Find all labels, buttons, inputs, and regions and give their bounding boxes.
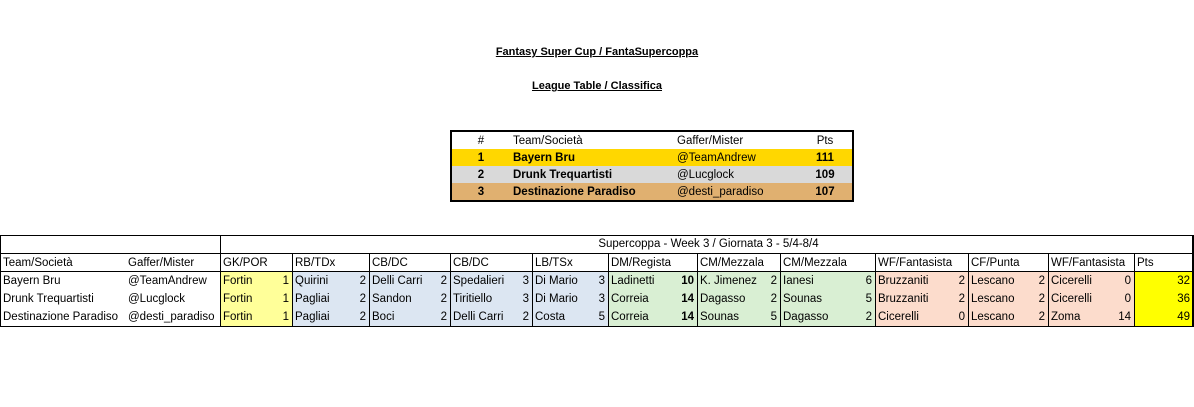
rank-cell: 3	[451, 183, 510, 201]
column-header: CF/Punta	[971, 257, 1020, 269]
player-score: 5	[770, 311, 777, 323]
player-name: Di Mario	[535, 275, 578, 287]
team-name: Destinazione Paradiso	[3, 311, 119, 323]
player-name: K. Jimenez	[700, 275, 757, 287]
league-row	[451, 166, 853, 183]
player-name: Fortin	[223, 293, 253, 305]
player-score: 2	[1038, 275, 1045, 287]
player-name: Correia	[611, 293, 649, 305]
player-score: 2	[770, 293, 777, 305]
player-name: Bruzzaniti	[878, 275, 929, 287]
team-score-row	[0, 290, 1194, 308]
player-score: 2	[1038, 311, 1045, 323]
column-header: CM/Mezzala	[783, 257, 847, 269]
gaffer-cell: @TeamAndrew	[674, 149, 798, 166]
page-title: Fantasy Super Cup / FantaSupercoppa	[495, 46, 699, 58]
player-name: Zoma	[1051, 311, 1081, 323]
player-score: 3	[598, 293, 605, 305]
player-score: 1	[282, 293, 289, 305]
player-score: 0	[1124, 293, 1131, 305]
player-score: 2	[958, 293, 965, 305]
player-name: Di Mario	[535, 293, 578, 305]
column-header: Pts	[1137, 257, 1154, 269]
player-name: Costa	[535, 311, 566, 323]
league-header-row	[451, 131, 853, 149]
points-cell: 111	[798, 149, 853, 166]
team-cell: Drunk Trequartisti	[510, 166, 674, 183]
team-cell: Bayern Bru	[510, 149, 674, 166]
points-header: Pts	[816, 134, 834, 147]
grid-line	[780, 253, 781, 326]
player-name: Bruzzaniti	[878, 293, 929, 305]
grid-line	[608, 253, 609, 326]
player-score: 0	[958, 311, 965, 323]
rank-cell: 1	[451, 149, 510, 166]
gaffer-cell: @Lucglock	[674, 166, 798, 183]
column-header: DM/Regista	[611, 257, 672, 269]
team-points: 49	[1177, 311, 1190, 323]
grid-line	[220, 235, 221, 326]
rank-cell: 2	[451, 166, 510, 183]
league-row	[451, 149, 853, 166]
grid-line	[0, 271, 1194, 272]
player-score: 2	[440, 293, 447, 305]
week-banner: Supercoppa - Week 3 / Giornata 3 - 5/4-8/4	[598, 238, 819, 250]
gaffer-header: Gaffer/Mister	[677, 134, 744, 147]
team-name: Bayern Bru	[3, 275, 61, 287]
grid-line	[0, 235, 1, 326]
column-header: GK/POR	[223, 257, 268, 269]
player-score: 2	[865, 311, 872, 323]
grid-line	[1134, 253, 1135, 326]
league-row	[451, 183, 853, 201]
grid-line	[292, 253, 293, 326]
player-name: Pagliai	[295, 293, 330, 305]
grid-line	[1048, 253, 1049, 326]
player-score: 14	[681, 293, 694, 305]
player-score: 2	[770, 275, 777, 287]
column-header: Gaffer/Mister	[128, 257, 195, 269]
player-score: 3	[522, 293, 529, 305]
gaffer-name: @Lucglock	[128, 293, 186, 305]
player-name: Ladinetti	[611, 275, 655, 287]
league-table	[450, 130, 854, 202]
player-name: Lescano	[971, 275, 1015, 287]
player-name: Boci	[372, 311, 395, 323]
grid-line	[450, 253, 451, 326]
player-name: Quirini	[295, 275, 329, 287]
player-name: Cicerelli	[1051, 275, 1092, 287]
column-header: CB/DC	[372, 257, 408, 269]
player-score: 3	[522, 275, 529, 287]
column-header: CB/DC	[453, 257, 489, 269]
player-score: 5	[865, 293, 872, 305]
player-score: 5	[598, 311, 605, 323]
player-name: Cicerelli	[1051, 293, 1092, 305]
player-name: Delli Carri	[372, 275, 423, 287]
player-name: Fortin	[223, 311, 253, 323]
grid-line	[369, 253, 370, 326]
grid-line	[0, 326, 1194, 327]
player-name: Ianesi	[783, 275, 814, 287]
player-name: Sounas	[700, 311, 740, 323]
player-name: Dagasso	[783, 311, 829, 323]
player-name: Lescano	[971, 311, 1015, 323]
player-score: 10	[681, 275, 694, 287]
team-points: 36	[1177, 293, 1190, 305]
player-score: 2	[522, 311, 529, 323]
grid-line	[875, 253, 876, 326]
team-points: 32	[1177, 275, 1190, 287]
column-header: CM/Mezzala	[700, 257, 764, 269]
column-header: WF/Fantasista	[878, 257, 953, 269]
team-score-row	[0, 308, 1194, 326]
grid-line	[0, 253, 1194, 254]
player-name: Dagasso	[700, 293, 746, 305]
player-score: 1	[282, 275, 289, 287]
player-score: 1	[282, 311, 289, 323]
column-header: RB/TDx	[295, 257, 336, 269]
player-score: 2	[440, 311, 447, 323]
player-name: Spedalieri	[453, 275, 505, 287]
player-name: Fortin	[223, 275, 253, 287]
player-score: 14	[1118, 311, 1131, 323]
gaffer-name: @TeamAndrew	[128, 275, 207, 287]
column-header: WF/Fantasista	[1051, 257, 1126, 269]
grid-line	[0, 235, 1194, 236]
rank-header: #	[477, 134, 485, 147]
grid-line	[532, 253, 533, 326]
player-score: 2	[359, 275, 366, 287]
player-name: Lescano	[971, 293, 1015, 305]
gaffer-name: @desti_paradiso	[128, 311, 215, 323]
player-name: Sounas	[783, 293, 823, 305]
points-cell: 109	[798, 166, 853, 183]
player-name: Correia	[611, 311, 649, 323]
player-score: 3	[598, 275, 605, 287]
player-name: Pagliai	[295, 311, 330, 323]
player-score: 2	[440, 275, 447, 287]
player-score: 2	[359, 311, 366, 323]
player-score: 0	[1124, 275, 1131, 287]
player-score: 2	[359, 293, 366, 305]
column-header: Team/Società	[3, 257, 73, 269]
league-table-title: League Table / Classifica	[531, 80, 662, 92]
player-score: 2	[1038, 293, 1045, 305]
points-cell: 107	[798, 183, 853, 201]
player-score: 2	[958, 275, 965, 287]
player-score: 6	[865, 275, 872, 287]
player-name: Sandon	[372, 293, 412, 305]
gaffer-cell: @desti_paradiso	[674, 183, 798, 201]
team-header: Team/Società	[513, 134, 583, 147]
week-header-row	[0, 254, 1194, 272]
team-score-row	[0, 272, 1194, 290]
weekly-scores-table	[0, 235, 1194, 325]
player-name: Cicerelli	[878, 311, 919, 323]
column-header: LB/TSx	[535, 257, 573, 269]
player-name: Delli Carri	[453, 311, 504, 323]
player-score: 14	[681, 311, 694, 323]
grid-line	[968, 253, 969, 326]
player-name: Tiritiello	[453, 293, 493, 305]
grid-line	[697, 253, 698, 326]
team-name: Drunk Trequartisti	[3, 293, 94, 305]
week-banner-row	[0, 235, 1194, 253]
team-cell: Destinazione Paradiso	[510, 183, 674, 201]
